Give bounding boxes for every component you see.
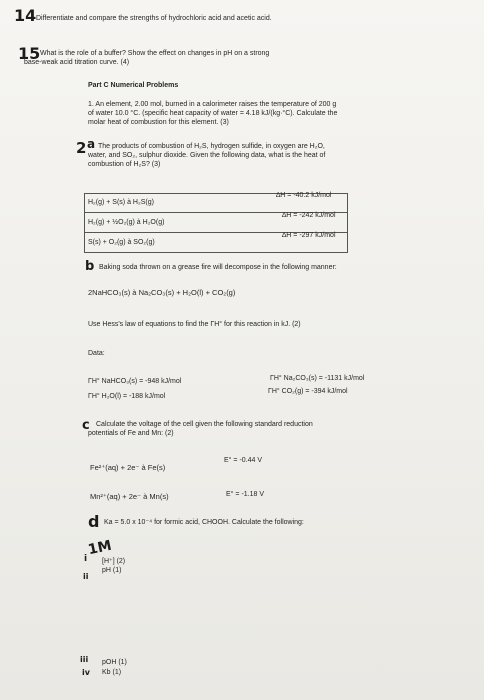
fe-half-reaction: Fe²⁺(aq) + 2e⁻ à Fe(s) xyxy=(90,463,166,472)
question-2a-line2: water, and SO₂, sulphur dioxide. Given the following data, what is the heat of xyxy=(88,152,326,159)
question-2a-line1: The products of combustion of H₂S, hydrogen sulfide, in oxygen are H₂O, xyxy=(98,143,325,150)
part-iv-label: iv xyxy=(82,668,90,677)
reaction-2-enthalpy: ∆H = -242 kJ/mol xyxy=(282,212,336,219)
part-iii-text: pOH (1) xyxy=(102,659,127,666)
question-2a-letter: a xyxy=(87,137,96,151)
question-2a-line3: combustion of H₂S? (3) xyxy=(88,161,161,168)
data-nahco3: ΓH° NaHCO₃(s) = -948 kJ/mol xyxy=(88,378,182,385)
reaction-3-enthalpy: ∆H = -297 kJ/mol xyxy=(282,232,336,239)
mn-potential: E° = -1.18 V xyxy=(226,491,265,498)
question-1-line2: of water 10.0 °C. (specific heat capacity of water = 4.18 kJ/(kg·°C). Calculate the xyxy=(88,110,338,117)
question-15-number: 15 xyxy=(18,44,41,63)
question-15-line1: What is the role of a buffer? Show the effect on changes in pH on a strong xyxy=(40,50,270,57)
question-1-line3: molar heat of combustion for this element. (3) xyxy=(88,119,229,126)
question-2d-ka-line: Ka = 5.0 x 10⁻⁴ for formic acid, CHOOH. Calculate the following: xyxy=(104,519,304,526)
data-h2o: ΓH° H₂O(l) = -188 kJ/mol xyxy=(88,393,166,400)
fe-potential: E° = -0.44 V xyxy=(224,457,263,464)
part-i-text: [H⁺] (2) xyxy=(102,558,126,565)
reaction-2-equation: H₂(g) + ½O₂(g) à H₂O(g) xyxy=(88,219,165,226)
question-2c-line1: Calculate the voltage of the cell given the following standard reduction xyxy=(96,421,313,428)
question-15-line2: base-weak acid titration curve. (4) xyxy=(24,59,130,66)
question-2b-letter: b xyxy=(85,259,95,274)
question-2b-instruction: Use Hess's law of equations to find the ΓH° for this reaction in kJ. (2) xyxy=(88,321,301,328)
question-2b-intro: Baking soda thrown on a grease fire will decompose in the following manner: xyxy=(99,264,337,271)
reaction-1-enthalpy: ∆H = -40.2 kJ/mol xyxy=(276,192,332,199)
question-1-line1: 1. An element, 2.00 mol, burned in a calorimeter raises the temperature of 200 g xyxy=(88,101,337,108)
reaction-3-equation: S(s) + O₂(g) à SO₂(g) xyxy=(88,239,155,246)
part-i-label: i xyxy=(84,554,88,564)
part-iii-label: iii xyxy=(80,655,89,664)
part-ii-text: pH (1) xyxy=(102,567,122,574)
reaction-1-equation: H₂(g) + S(s) à H₂S(g) xyxy=(88,199,154,206)
question-14-number: 14 xyxy=(14,6,37,25)
part-iv-text: Kb (1) xyxy=(102,669,122,676)
question-2c-letter: c xyxy=(82,418,90,433)
margin-note: 1M xyxy=(86,537,114,559)
question-2d-letter: d xyxy=(88,512,100,531)
question-2-number: 2 xyxy=(76,139,87,157)
data-co2: ΓH° CO₂(g) = -394 kJ/mol xyxy=(268,388,348,395)
mn-half-reaction: Mn²⁺(aq) + 2e⁻ à Mn(s) xyxy=(90,492,169,501)
question-2b-equation: 2NaHCO₃(s) à Na₂CO₃(s) + H₂O(l) + CO₂(g) xyxy=(88,288,236,297)
question-14-text: Differentiate and compare the strengths of hydrochloric acid and acetic acid. xyxy=(36,15,272,22)
question-2c-line2: potentials of Fe and Mn: (2) xyxy=(88,430,174,437)
part-c-title: Part C Numerical Problems xyxy=(88,82,179,89)
data-label: Data: xyxy=(88,350,105,357)
part-ii-label: ii xyxy=(83,572,89,581)
data-na2co3: ΓH° Na₂CO₃(s) = -1131 kJ/mol xyxy=(270,375,365,382)
